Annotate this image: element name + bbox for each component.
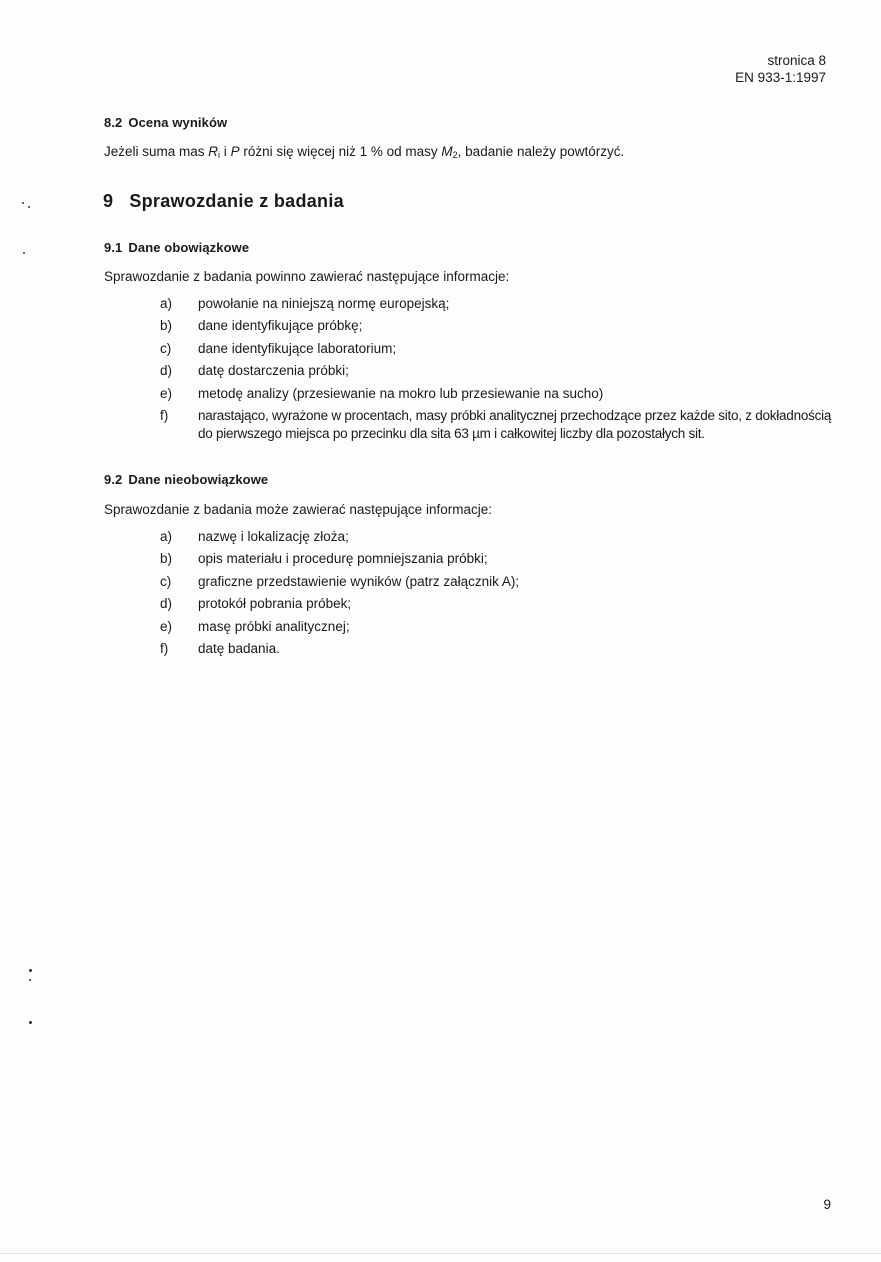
heading-title: Sprawozdanie z badania <box>129 191 344 211</box>
scan-speck <box>22 202 24 204</box>
list-marker: b) <box>160 551 173 567</box>
list-item <box>160 618 832 636</box>
list-item <box>160 573 832 591</box>
paragraph-9-2-intro: Sprawozdanie z badania może zawierać następujące informacje: <box>104 502 492 517</box>
list-marker: c) <box>160 573 172 589</box>
heading-8-2 <box>104 115 227 130</box>
list-item <box>160 528 832 546</box>
scan-speck <box>29 979 31 981</box>
list-item <box>160 640 832 658</box>
heading-9-1 <box>104 240 249 255</box>
subscript-2: 2 <box>452 150 458 160</box>
scan-speck <box>23 252 25 254</box>
list-item <box>160 595 832 613</box>
heading-title: Dane obowiązkowe <box>128 240 250 255</box>
list-marker: d) <box>160 596 173 612</box>
list-text: protokół pobrania próbek; <box>198 596 352 612</box>
list-text: dane identyfikujące laboratorium; <box>198 340 397 356</box>
text-fragment: i <box>220 144 231 159</box>
scan-speck <box>28 206 30 208</box>
variable-m: M <box>441 144 453 159</box>
scan-speck <box>29 1021 32 1024</box>
paragraph-8-2 <box>104 143 624 164</box>
list-marker: c) <box>160 340 172 356</box>
heading-title: Ocena wyników <box>128 115 228 130</box>
heading-9 <box>103 191 344 212</box>
list-marker: a) <box>160 529 173 544</box>
list-marker: f) <box>160 640 169 656</box>
list-item <box>160 317 832 335</box>
list-text: metodę analizy (przesiewanie na mokro lub przesiewanie na sucho) <box>198 385 604 401</box>
standard-reference: EN 933-1:1997 <box>735 70 826 85</box>
page-header <box>735 52 826 86</box>
list-text: datę badania. <box>198 640 280 656</box>
text-fragment: różni się więcej niż 1 % od masy <box>239 144 442 159</box>
scan-edge-line <box>0 1253 881 1254</box>
list-item <box>160 295 832 313</box>
list-text: narastająco, wyrażone w procentach, masy próbki analitycznej przechodzące przez każde sito, z dokładnością do pierwszego miejsca po przecinku dla sita 63 µm i całkowitej liczby dla pozostałych sit. <box>198 407 832 441</box>
heading-number: 9.1 <box>104 240 123 255</box>
page-label: stronica 8 <box>767 53 826 68</box>
scan-speck <box>29 969 32 972</box>
subscript-i: i <box>218 150 221 160</box>
list-text: dane identyfikujące próbkę; <box>198 318 363 334</box>
variable-p: P <box>230 144 240 159</box>
text-fragment: Jeżeli suma mas <box>104 144 209 159</box>
list-marker: e) <box>160 618 173 634</box>
list-item <box>160 550 832 568</box>
list-mandatory <box>160 295 832 447</box>
variable-r: R <box>208 144 219 159</box>
list-optional <box>160 528 832 662</box>
list-text: datę dostarczenia próbki; <box>198 363 349 379</box>
list-text: opis materiału i procedurę pomniejszania próbki; <box>198 551 488 567</box>
list-text: masę próbki analitycznej; <box>198 618 350 634</box>
list-item <box>160 362 832 380</box>
list-marker: d) <box>160 363 173 379</box>
list-marker: f) <box>160 407 169 423</box>
heading-number: 9 <box>103 191 114 211</box>
heading-number: 8.2 <box>104 115 123 130</box>
page-number: 9 <box>823 1197 831 1212</box>
heading-9-2 <box>104 472 268 487</box>
list-text: powołanie na niniejszą normę europejską; <box>198 296 450 311</box>
heading-title: Dane nieobowiązkowe <box>128 472 269 487</box>
list-marker: e) <box>160 385 173 401</box>
heading-number: 9.2 <box>104 472 123 487</box>
list-marker: a) <box>160 296 173 311</box>
list-item <box>160 340 832 358</box>
paragraph-9-1-intro: Sprawozdanie z badania powinno zawierać następujące informacje: <box>104 269 510 284</box>
list-item <box>160 407 832 443</box>
text-fragment: , badanie należy powtórzyć. <box>457 144 625 159</box>
list-marker: b) <box>160 318 173 334</box>
list-text: graficzne przedstawienie wyników (patrz załącznik A); <box>198 573 520 589</box>
list-text: nazwę i lokalizację złoża; <box>198 529 349 544</box>
list-item <box>160 385 832 403</box>
